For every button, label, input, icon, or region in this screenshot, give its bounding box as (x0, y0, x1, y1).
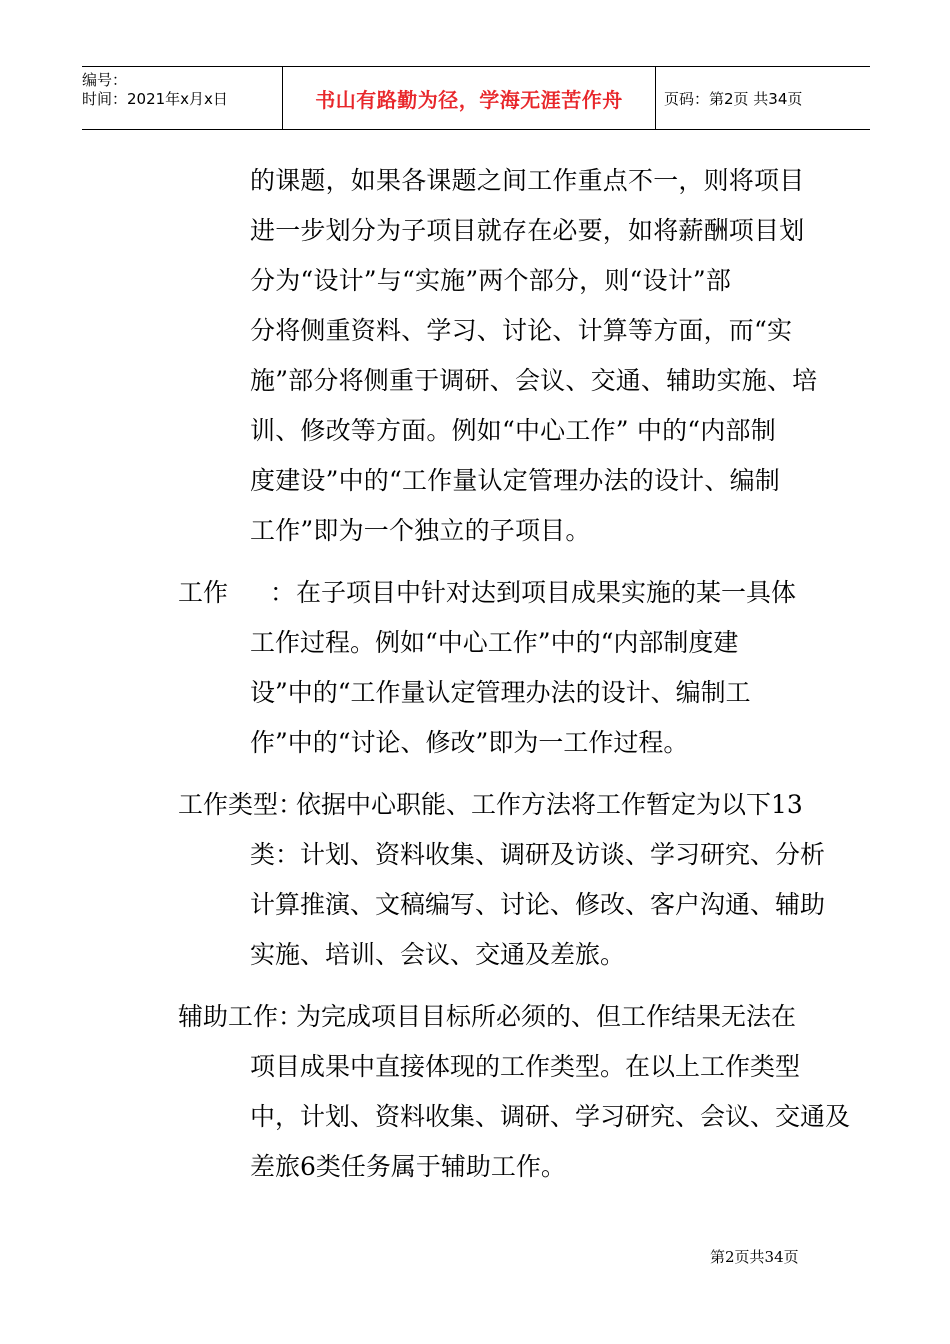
definition-colon: ： (278, 790, 304, 819)
definition-line: 设”中的“工作量认定管理办法的设计、编制工 (250, 678, 751, 707)
definition-term: 工作类型 (178, 790, 279, 819)
page-footer-number: 第2页共34页 (710, 1248, 799, 1266)
definition-first-line: 依据中心职能、工作方法将工作暂定为以下13 (296, 790, 803, 819)
document-time-label: 时间：2021年x月x日 (82, 90, 228, 108)
definition-line: 计算推演、文稿编写、讨论、修改、客户沟通、辅助 (250, 890, 826, 919)
definition-term: 工作 (178, 578, 229, 607)
definition-line: 类：计划、资料收集、调研及访谈、学习研究、分析 (250, 840, 826, 869)
definition-line: 实施、培训、会议、交通及差旅。 (250, 940, 626, 969)
definition-line: 工作过程。例如“中心工作”中的“内部制度建 (250, 628, 739, 657)
definition-line: 项目成果中直接体现的工作类型。在以上工作类型 (250, 1052, 801, 1081)
definition-colon: ： (278, 1002, 304, 1031)
definition-colon: ： (270, 578, 296, 607)
paragraph-line: 的课题，如果各课题之间工作重点不一，则将项目 (250, 166, 805, 195)
definition-first-line: 为完成项目目标所必须的、但工作结果无法在 (296, 1002, 797, 1031)
header-motto-cell (282, 67, 656, 129)
paragraph-line: 工作”即为一个独立的子项目。 (250, 516, 591, 545)
paragraph-line: 进一步划分为子项目就存在必要，如将薪酬项目划 (250, 216, 805, 245)
page-header (82, 66, 870, 130)
document-number-label: 编号： (82, 71, 128, 89)
paragraph-line: 施”部分将侧重于调研、会议、交通、辅助实施、培 (250, 366, 818, 395)
header-motto: 书山有路勤为径，学海无涯苦作舟 (315, 87, 623, 112)
paragraph-line: 度建设”中的“工作量认定管理办法的设计、编制 (250, 466, 780, 495)
paragraph-line: 分将侧重资料、学习、讨论、计算等方面，而“实 (250, 316, 793, 345)
definition-line: 作”中的“讨论、修改”即为一工作过程。 (250, 728, 689, 757)
paragraph-line: 分为“设计”与“实施”两个部分，则“设计”部 (250, 266, 732, 295)
header-meta (82, 67, 282, 133)
header-page-number: 页码：第2页 共34页 (664, 89, 803, 108)
paragraph-line: 训、修改等方面。例如“中心工作” 中的“内部制 (250, 416, 776, 445)
definition-line: 差旅6类任务属于辅助工作。 (250, 1152, 566, 1181)
definition-term: 辅助工作 (178, 1002, 279, 1031)
definition-first-line: 在子项目中针对达到项目成果实施的某一具体 (296, 578, 797, 607)
definition-line: 中，计划、资料收集、调研、学习研究、会议、交通及 (250, 1102, 851, 1131)
header-page-cell (656, 67, 870, 129)
